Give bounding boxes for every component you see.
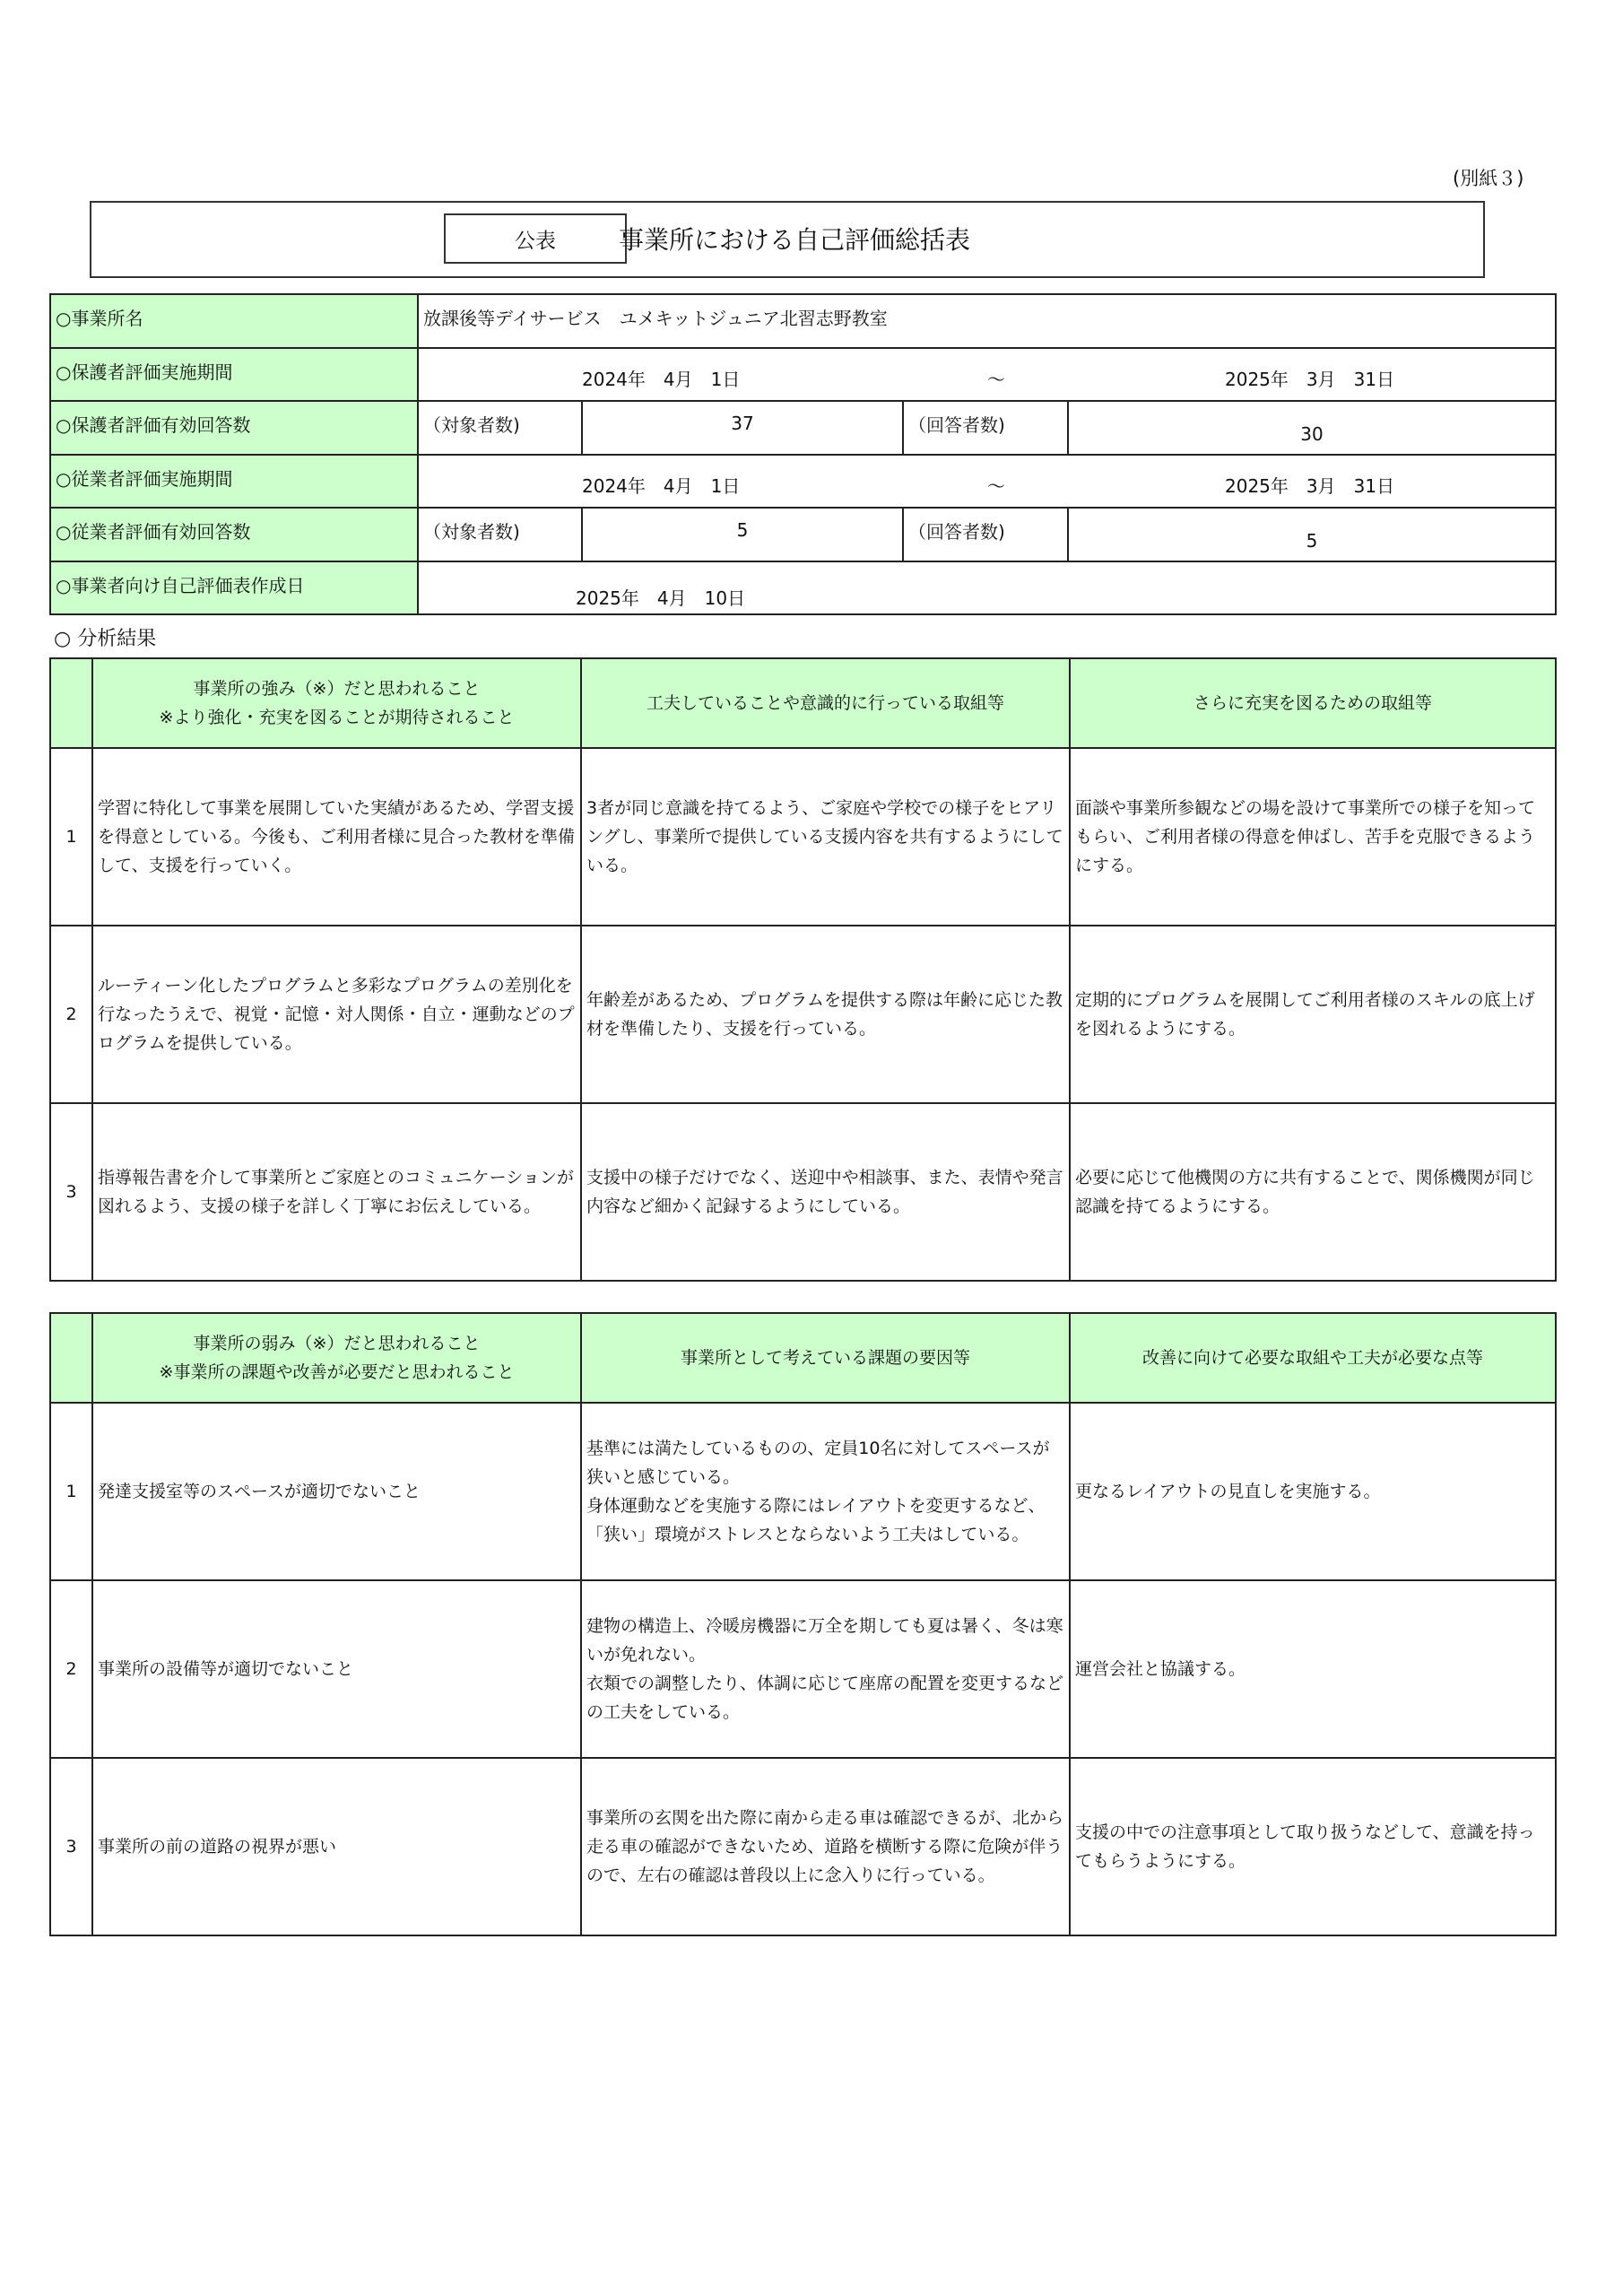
weaknesses-header-num <box>50 1313 92 1403</box>
staff-target-count: 5 <box>582 508 903 561</box>
guardian-period-start: 2024年 4月 1日 <box>582 368 741 390</box>
strengths-header-col1-line2: ※より強化・充実を図ることが期待されること <box>159 708 515 727</box>
strengths-row <box>50 748 1556 926</box>
row-number: 2 <box>50 926 92 1103</box>
created-label: ○事業者向け自己評価表作成日 <box>50 561 418 615</box>
weakness-text: 事業所の設備等が適切でないこと <box>92 1580 581 1758</box>
row-number: 3 <box>50 1758 92 1935</box>
staff-period-end: 2025年 3月 31日 <box>1225 474 1395 497</box>
created-date: 2025年 4月 10日 <box>576 587 746 609</box>
strengths-table <box>49 657 1557 1282</box>
strengths-header-col1-line1: 事業所の強み（※）だと思われること <box>193 679 481 699</box>
strengths-header-row <box>50 658 1556 748</box>
row-number: 1 <box>50 1403 92 1580</box>
strength-text: 指導報告書を介して事業所とご家庭とのコミュニケーションが図れるよう、支援の様子を詳しく丁寧にお伝えしている。 <box>92 1103 581 1281</box>
cause-text <box>581 1758 1070 1935</box>
created-cell <box>418 561 1556 615</box>
guardian-period-label: ○保護者評価実施期間 <box>50 348 418 402</box>
staff-period-label: ○従業者評価実施期間 <box>50 455 418 509</box>
enhancement-text: 面談や事業所参観などの場を設けて事業所での様子を知ってもらい、ご利用者様の得意を伸ばし、苦手を克服できるようにする。 <box>1070 748 1556 926</box>
strengths-row <box>50 1103 1556 1281</box>
info-table <box>49 293 1557 615</box>
strengths-header-col3: さらに充実を図るための取組等 <box>1070 658 1556 748</box>
effort-text: 3者が同じ意識を持てるよう、ご家庭や学校での様子をヒアリングし、事業所で提供している支援内容を共有するようにしている。 <box>581 748 1070 926</box>
analysis-label: ○ 分析結果 <box>54 628 157 650</box>
weakness-text: 事業所の前の道路の視界が悪い <box>92 1758 581 1935</box>
weaknesses-header-col1-line1: 事業所の弱み（※）だと思われること <box>193 1334 481 1353</box>
guardian-period-sep: ～ <box>987 368 1005 390</box>
weaknesses-header-col1-line2: ※事業所の課題や改善が必要だと思われること <box>159 1362 515 1382</box>
strength-text: ルーティーン化したプログラムと多彩なプログラムの差別化を行なったうえで、視覚・記憶・対人関係・自立・運動などのプログラムを提供している。 <box>92 926 581 1103</box>
weaknesses-row <box>50 1403 1556 1580</box>
weaknesses-row <box>50 1580 1556 1758</box>
row-number: 3 <box>50 1103 92 1281</box>
enhancement-text: 必要に応じて他機関の方に共有することで、関係機関が同じ認識を持てるようにする。 <box>1070 1103 1556 1281</box>
public-badge: 公表 <box>444 213 627 264</box>
guardian-target-label: （対象者数) <box>418 401 582 455</box>
info-row-staff-responses <box>50 508 1556 561</box>
improvement-text: 運営会社と協議する。 <box>1070 1580 1556 1758</box>
attachment-label: (別紙３) <box>1453 168 1524 189</box>
staff-respondent-count: 5 <box>1068 508 1556 561</box>
office-name: 放課後等デイサービス ユメキットジュニア北習志野教室 <box>418 294 1556 348</box>
cause-line: 事業所の玄関を出た際に南から走る車は確認できるが、北から走る車の確認ができないため、道路を横断する際に危険が伴うので、左右の確認は普段以上に念入りに行っている。 <box>586 1808 1064 1885</box>
guardian-target-count: 37 <box>582 401 903 455</box>
effort-text: 支援中の様子だけでなく、送迎中や相談事、また、表情や発言内容など細かく記録するようにしている。 <box>581 1103 1070 1281</box>
guardian-period-end: 2025年 3月 31日 <box>1225 368 1395 390</box>
cause-line: 身体運動などを実施する際にはレイアウトを変更するなど、「狭い」環境がストレスとならないよう工夫はしている。 <box>586 1496 1046 1544</box>
strengths-header-col1 <box>92 658 581 748</box>
staff-period-sep: ～ <box>987 474 1005 497</box>
weaknesses-row <box>50 1758 1556 1935</box>
guardian-respondent-count: 30 <box>1068 401 1556 455</box>
guardian-responses-label: ○保護者評価有効回答数 <box>50 401 418 455</box>
cause-line: 基準には満たしているものの、定員10名に対してスペースが狭いと感じている。 <box>586 1439 1050 1487</box>
info-row-created <box>50 561 1556 615</box>
cause-line: 衣類での調整したり、体調に応じて座席の配置を変更するなどの工夫をしている。 <box>586 1674 1064 1722</box>
strengths-row <box>50 926 1556 1103</box>
office-name-label: ○事業所名 <box>50 294 418 348</box>
header-box <box>90 201 1485 278</box>
info-row-guardian-responses <box>50 401 1556 455</box>
cause-line: 建物の構造上、冷暖房機器に万全を期しても夏は暑く、冬は寒いが免れない。 <box>586 1616 1063 1665</box>
guardian-respondent-label: （回答者数) <box>903 401 1068 455</box>
enhancement-text: 定期的にプログラムを展開してご利用者様のスキルの底上げを図れるようにする。 <box>1070 926 1556 1103</box>
info-row-office <box>50 294 1556 348</box>
weakness-text: 発達支援室等のスペースが適切でないこと <box>92 1403 581 1580</box>
document-title: 事業所における自己評価総括表 <box>619 225 971 255</box>
info-row-guardian-period <box>50 348 1556 402</box>
staff-period-start: 2024年 4月 1日 <box>582 474 741 497</box>
cause-text <box>581 1403 1070 1580</box>
staff-target-label: （対象者数) <box>418 508 582 561</box>
cause-text <box>581 1580 1070 1758</box>
strengths-header-col2: 工夫していることや意識的に行っている取組等 <box>581 658 1070 748</box>
info-row-staff-period <box>50 455 1556 509</box>
improvement-text: 支援の中での注意事項として取り扱うなどして、意識を持ってもらうようにする。 <box>1070 1758 1556 1935</box>
effort-text: 年齢差があるため、プログラムを提供する際は年齢に応じた教材を準備したり、支援を行っている。 <box>581 926 1070 1103</box>
weaknesses-header-col1 <box>92 1313 581 1403</box>
row-number: 1 <box>50 748 92 926</box>
weaknesses-header-row <box>50 1313 1556 1403</box>
guardian-period-cell <box>418 348 1556 402</box>
staff-responses-label: ○従業者評価有効回答数 <box>50 508 418 561</box>
staff-respondent-label: （回答者数) <box>903 508 1068 561</box>
improvement-text: 更なるレイアウトの見直しを実施する。 <box>1070 1403 1556 1580</box>
weaknesses-table <box>49 1312 1557 1936</box>
row-number: 2 <box>50 1580 92 1758</box>
staff-period-cell <box>418 455 1556 509</box>
strengths-header-num <box>50 658 92 748</box>
weaknesses-header-col2: 事業所として考えている課題の要因等 <box>581 1313 1070 1403</box>
weaknesses-header-col3: 改善に向けて必要な取組や工夫が必要な点等 <box>1070 1313 1556 1403</box>
strength-text: 学習に特化して事業を展開していた実績があるため、学習支援を得意としている。今後も、ご利用者様に見合った教材を準備して、支援を行っていく。 <box>92 748 581 926</box>
